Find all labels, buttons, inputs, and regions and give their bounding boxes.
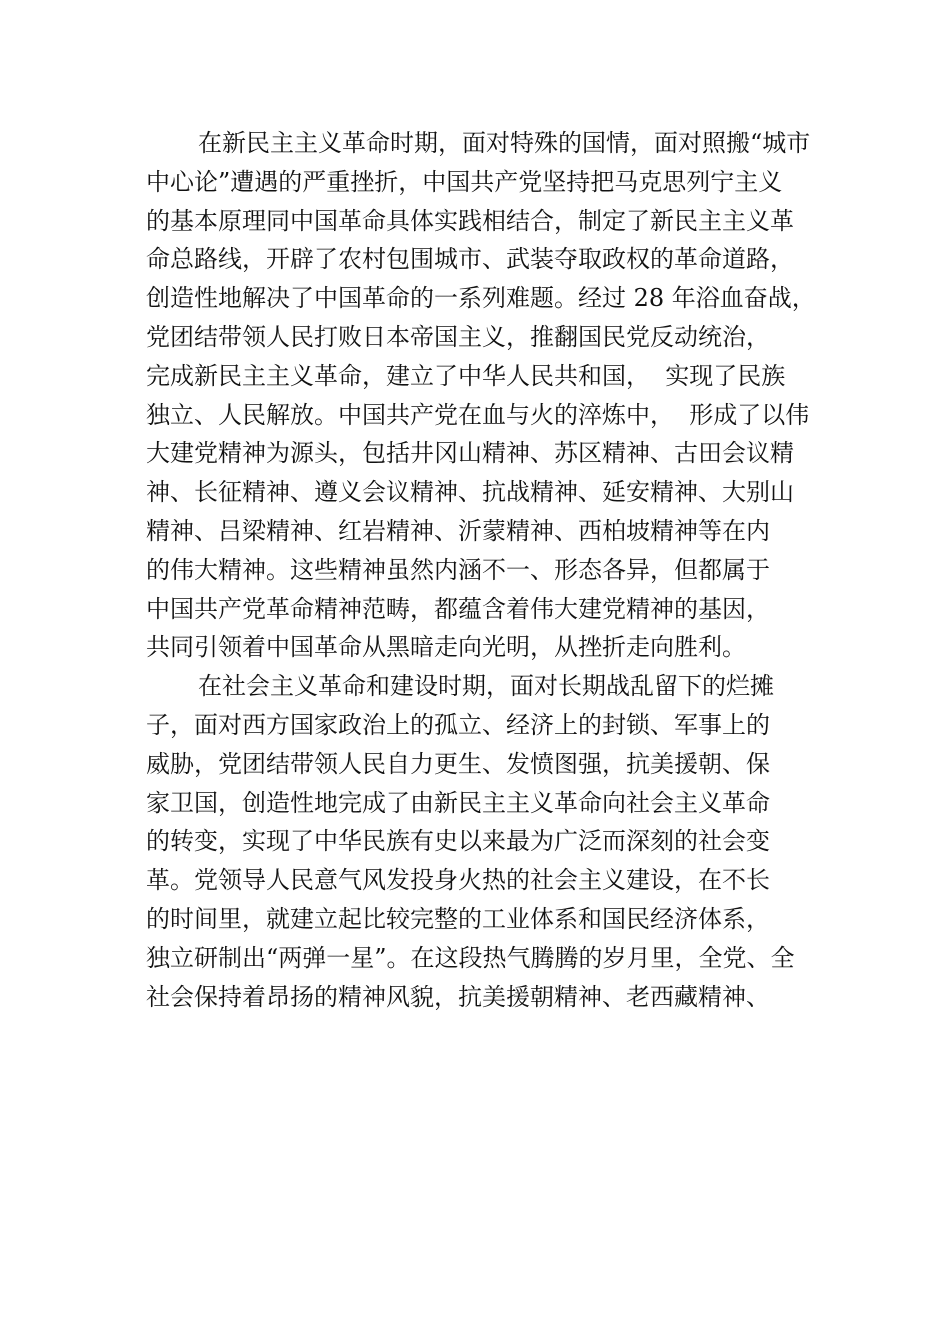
text-line: 精神、吕梁精神、红岩精神、沂蒙精神、西柏坡精神等在内 [146, 516, 770, 545]
text-line: 在社会主义革命和建设时期，面对长期战乱留下的烂摊 [198, 672, 774, 701]
text-line: 独立研制出“两弹一星”。在这段热气腾腾的岁月里，全党、全 [146, 943, 795, 972]
body-text [146, 124, 822, 1016]
text-line: 的基本原理同中国革命具体实践相结合，制定了新民主主义革 [146, 206, 794, 235]
paragraph [146, 124, 822, 667]
text-line: 命总路线，开辟了农村包围城市、武装夺取政权的革命道路， [146, 245, 794, 274]
text-line: 完成新民主主义革命，建立了中华人民共和国， 实现了民族 [146, 361, 786, 390]
text-line: 社会保持着昂扬的精神风貌，抗美援朝精神、老西藏精神、 [146, 982, 770, 1011]
text-line: 威胁，党团结带领人民自力更生、发愤图强，抗美援朝、保 [146, 749, 770, 778]
text-line: 共同引领着中国革命从黑暗走向光明，从挫折走向胜利。 [146, 633, 746, 662]
text-line: 大建党精神为源头，包括井冈山精神、苏区精神、古田会议精 [146, 439, 794, 468]
text-line: 创造性地解决了中国革命的一系列难题。经过 28 年浴血奋战， [146, 284, 816, 313]
text-line: 的时间里，就建立起比较完整的工业体系和国民经济体系， [146, 904, 770, 933]
text-line: 在新民主主义革命时期，面对特殊的国情，面对照搬“城市 [198, 129, 811, 157]
text-line: 神、长征精神、遵义会议精神、抗战精神、延安精神、大别山 [146, 478, 794, 507]
paragraph [146, 667, 822, 1016]
text-line: 的伟大精神。这些精神虽然内涵不一、形态各异，但都属于 [146, 555, 770, 584]
text-line: 子，面对西方国家政治上的孤立、经济上的封锁、军事上的 [146, 710, 770, 739]
text-line: 中心论”遭遇的严重挫折，中国共产党坚持把马克思列宁主义 [146, 167, 783, 196]
text-line: 党团结带领人民打败日本帝国主义，推翻国民党反动统治， [146, 322, 770, 351]
text-line: 革。党领导人民意气风发投身火热的社会主义建设，在不长 [146, 866, 770, 895]
text-line: 中国共产党革命精神范畴，都蕴含着伟大建党精神的基因， [146, 594, 770, 623]
text-line: 独立、人民解放。中国共产党在血与火的淬炼中， 形成了以伟 [146, 400, 810, 429]
text-line: 的转变，实现了中华民族有史以来最为广泛而深刻的社会变 [146, 827, 770, 856]
text-line: 家卫国，创造性地完成了由新民主主义革命向社会主义革命 [146, 788, 770, 817]
